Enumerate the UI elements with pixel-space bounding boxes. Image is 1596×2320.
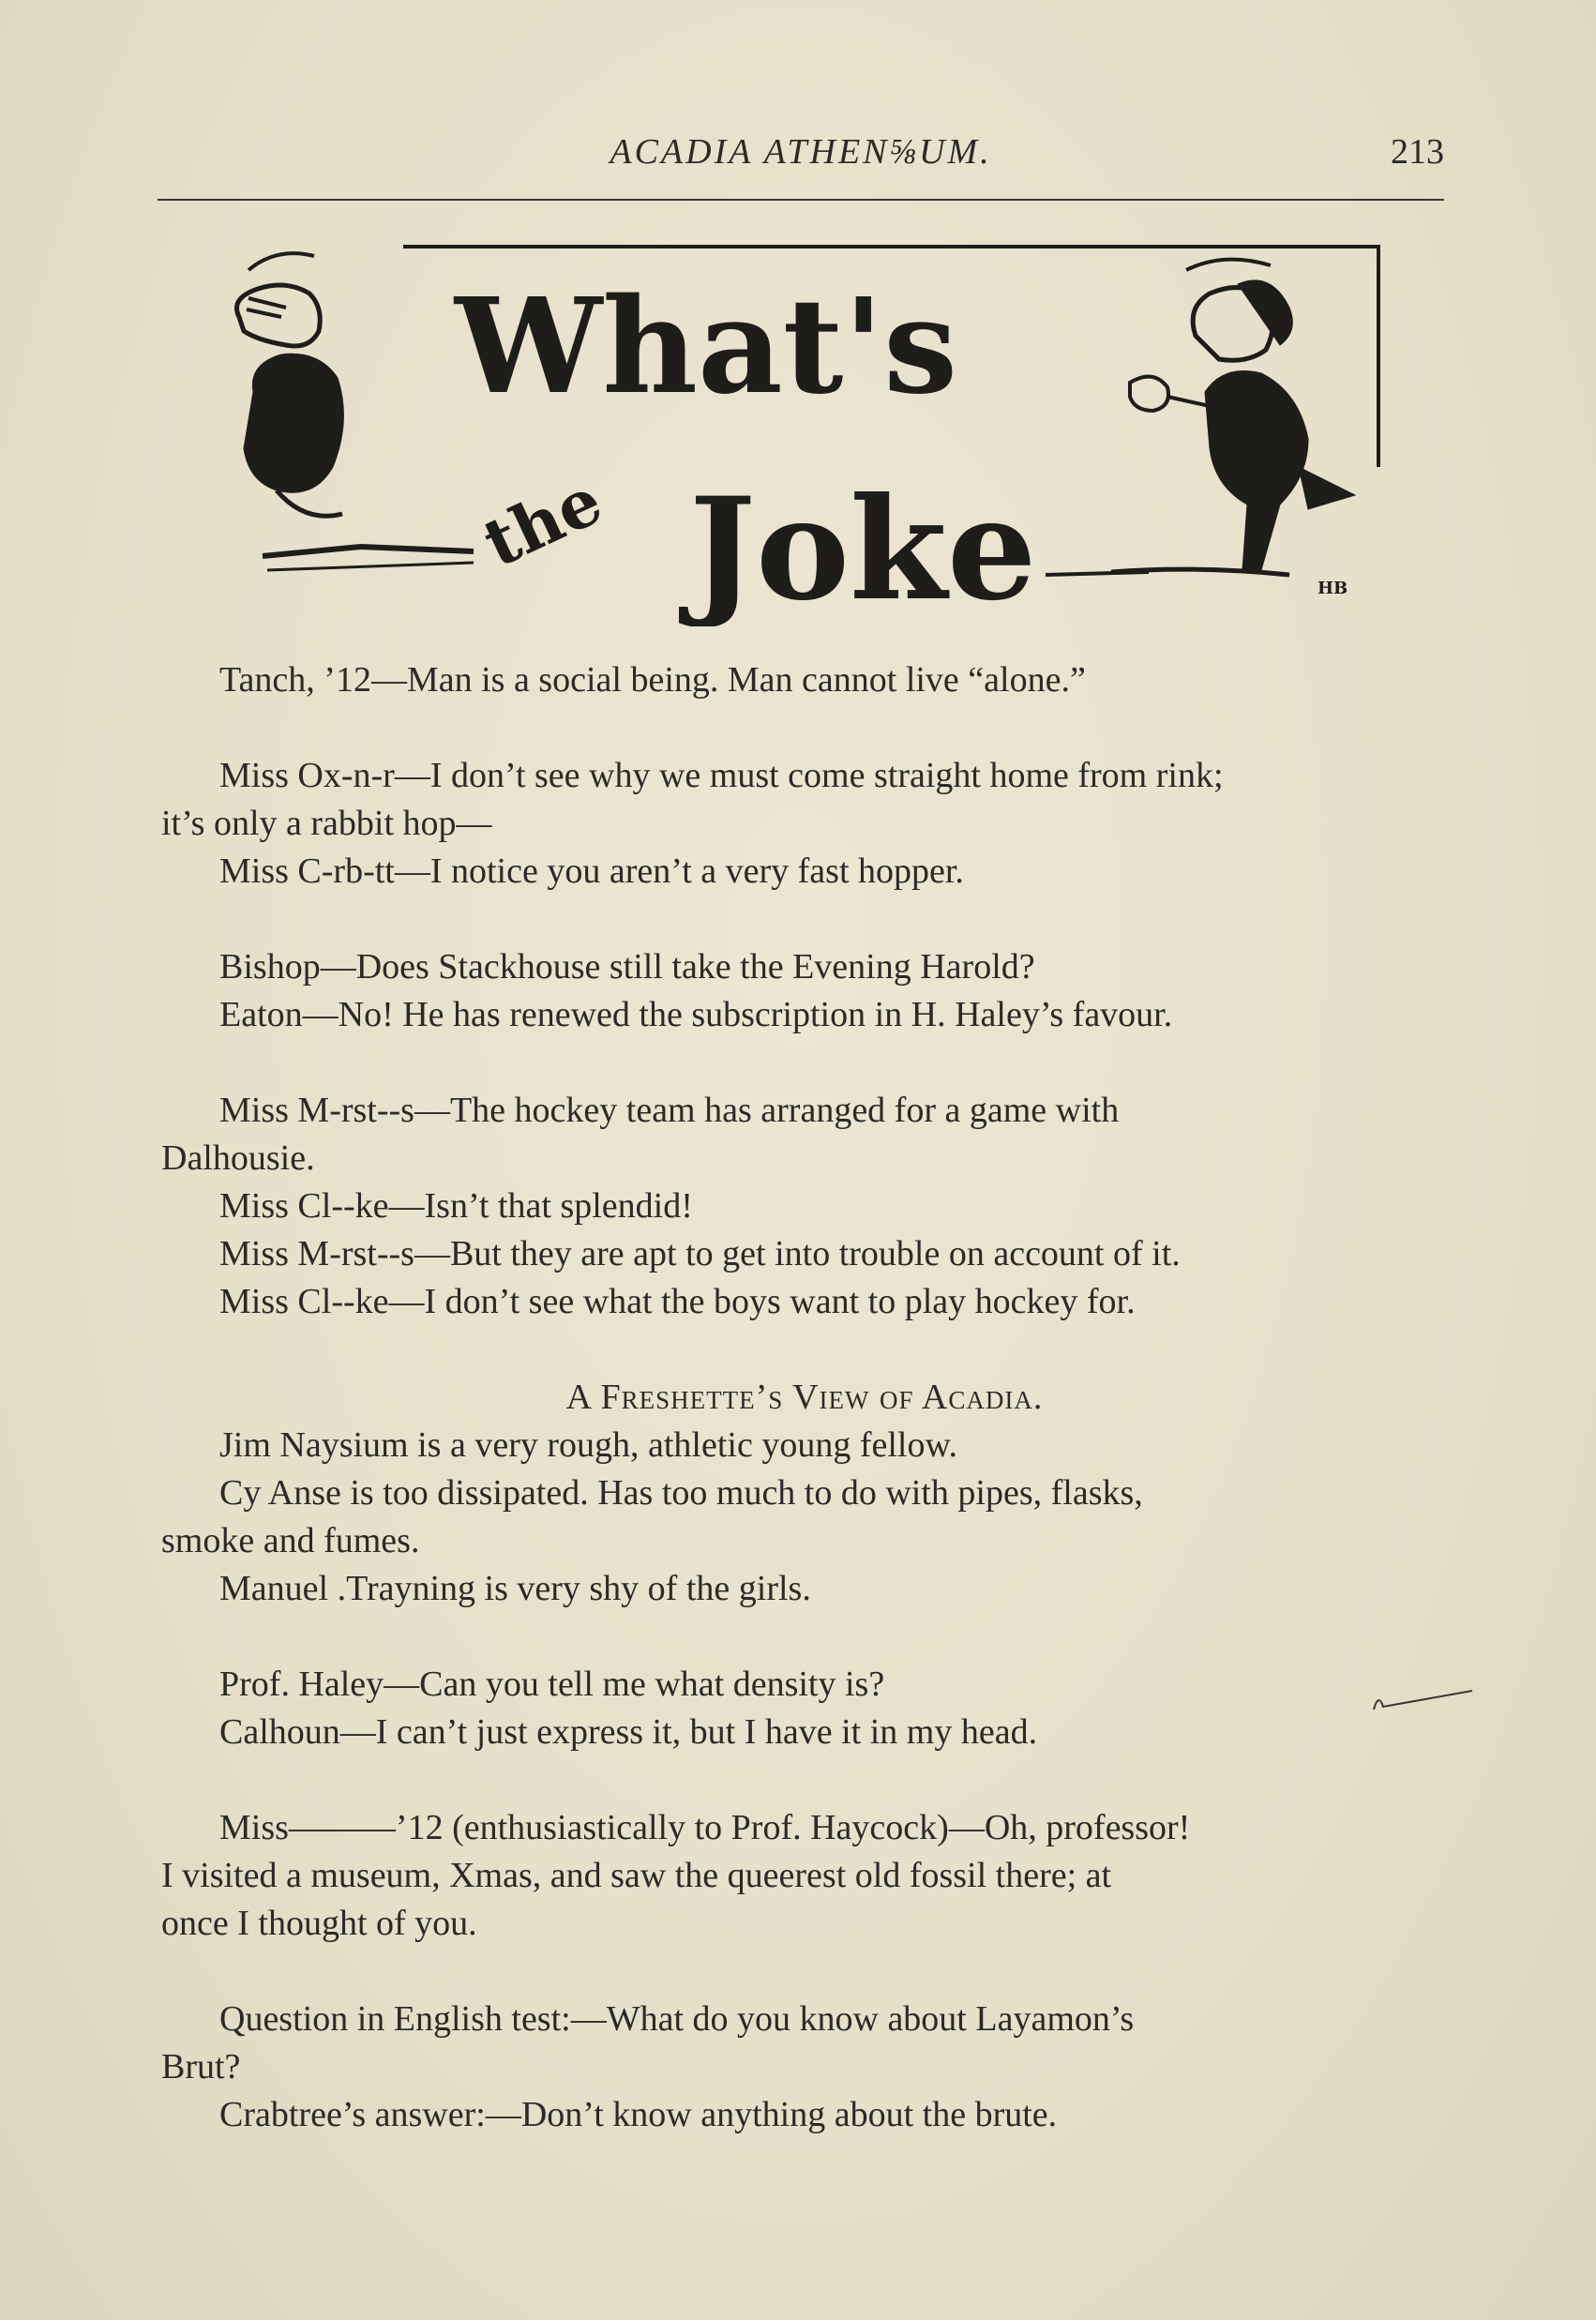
text-line: Tanch, ’12—Man is a social being. Man cannot live “alone.” — [219, 660, 1086, 700]
joke-paragraph — [161, 656, 1448, 704]
banner-title-whats: What's — [455, 270, 958, 424]
text-line: Calhoun—I can’t just express it, but I have it in my head. — [219, 1712, 1038, 1752]
left-caricature — [237, 253, 474, 570]
pencil-mark — [1369, 1683, 1482, 1721]
text-line: Eaton—No! He has renewed the subscription in H. Haley’s favour. — [219, 995, 1173, 1034]
text-line: I visited a museum, Xmas, and saw the queerest old fossil there; at — [161, 1856, 1112, 1895]
section-heading: A Freshette’s View of Acadia. — [565, 1378, 1044, 1417]
artist-initials: HB — [1317, 579, 1348, 598]
text-line: it’s only a rabbit hop— — [161, 804, 492, 843]
whats-the-joke-banner — [230, 242, 1383, 626]
jokes-column — [161, 656, 1448, 2187]
joke-paragraph — [161, 752, 1448, 896]
text-line: Crabtree’s answer:—Don’t know anything about the brute. — [219, 2095, 1058, 2134]
text-line: Question in English test:—What do you know about Layamon’s — [219, 1999, 1135, 2039]
joke-paragraph — [161, 1661, 1448, 1756]
banner-title-the: the — [472, 460, 614, 582]
header-rule — [158, 199, 1444, 201]
text-line: smoke and fumes. — [161, 1521, 420, 1560]
joke-paragraph — [161, 1087, 1448, 1326]
joke-paragraph — [161, 1374, 1448, 1613]
joke-paragraph — [161, 1996, 1448, 2139]
right-caricature — [1111, 260, 1355, 575]
text-line: Miss M-rst--s—The hockey team has arranged for a game with — [219, 1091, 1120, 1130]
text-line: Miss Ox-n-r—I don’t see why we must come straight home from rink; — [219, 756, 1224, 795]
page-number: 213 — [1391, 132, 1444, 172]
text-line: Miss M-rst--s—But they are apt to get into trouble on account of it. — [219, 1234, 1181, 1273]
text-line: Bishop—Does Stackhouse still take the Evening Harold? — [219, 947, 1035, 987]
text-line: Dalhousie. — [161, 1138, 315, 1178]
text-line: Jim Naysium is a very rough, athletic young fellow. — [219, 1425, 957, 1465]
text-line: Miss Cl--ke—I don’t see what the boys want to play hockey for. — [219, 1282, 1136, 1321]
banner-illustration — [230, 242, 1383, 626]
text-line: Prof. Haley—Can you tell me what density is? — [219, 1665, 885, 1704]
text-line: Manuel .Trayning is very shy of the girls. — [219, 1569, 811, 1608]
banner-title-joke: Joke — [689, 467, 1037, 626]
text-line: once I thought of you. — [161, 1904, 477, 1943]
text-line: Cy Anse is too dissipated. Has too much to do with pipes, flasks, — [219, 1473, 1143, 1513]
text-line: Miss———’12 (enthusiastically to Prof. Haycock)—Oh, professor! — [219, 1808, 1191, 1847]
text-line: Brut? — [161, 2047, 241, 2086]
joke-paragraph — [161, 1804, 1448, 1948]
text-line: Miss Cl--ke—Isn’t that splendid! — [219, 1186, 693, 1226]
joke-paragraph — [161, 943, 1448, 1039]
running-head — [158, 131, 1444, 178]
running-title: ACADIA ATHEN⅝UM. — [610, 132, 992, 172]
text-line: Miss C-rb-tt—I notice you aren’t a very fast hopper. — [219, 851, 964, 891]
